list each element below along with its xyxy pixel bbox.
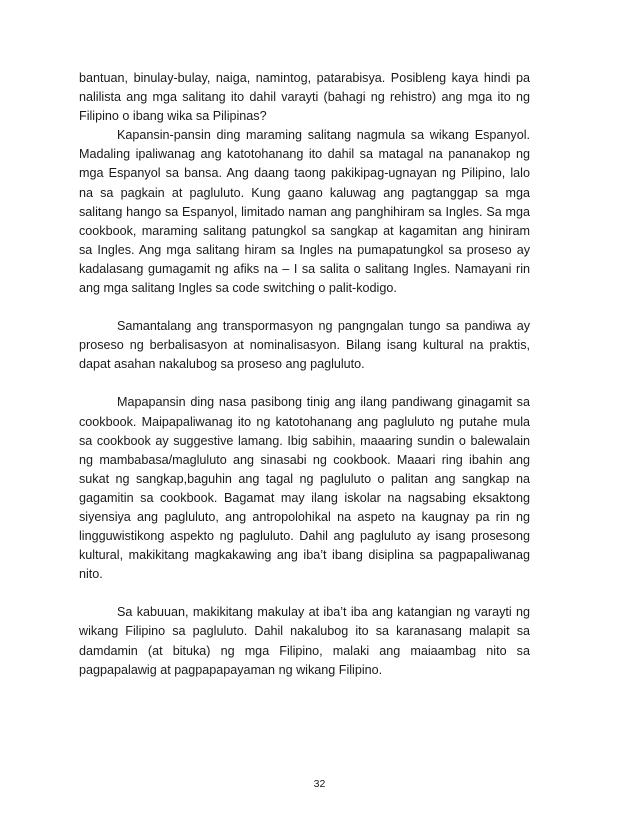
paragraph-passive-voice: Mapapansin ding nasa pasibong tinig ang ilang pandiwang ginagamit sa cookbook. Maipapaliwanag ito ng katotohanang ang pagluluto ng putahe mula sa cookbook ay suggestive lamang. Ibig sabihin, maaaring sundin o balewalain ng mambabasa/magluluto ang sinasabi ng cookbook. Maaari ring ibahin ang sukat ng sangkap,baguhin ang tagal ng pagluluto o palitan ang sangkap na gagamitin sa cookbook. Bagamat may ilang iskolar na nagsabing eksaktong siyensiya ang pagluluto, ang antropolohikal na aspeto na kaugnay pa rin ng lingguwistikong aspekto ng pagluluto. Dahil ang pagluluto ay isang prosesong kultural, makikitang magkakawing ang iba’t ibang disiplina sa pagpapaliwanag nito. (79, 395, 530, 582)
paragraph-continuation: bantuan, binulay-bulay, naiga, namintog, patarabisya. Posibleng kaya hindi pa nalilista ang mga salitang ito dahil varayti (bahagi ng rehistro) ang mga ito ng Filipino o ibang wika sa Pilipinas? (79, 71, 530, 124)
paragraph-transformation: Samantalang ang transpormasyon ng pangngalan tungo sa pandiwa ay proseso ng berbalisasyon at nominalisasyon. Bilang isang kultural na praktis, dapat asahan nakalubog sa proseso ang pagluluto. (79, 319, 530, 372)
body-text (79, 69, 530, 680)
page-number: 32 (313, 778, 326, 790)
paragraph-spanish-loanwords: Kapansin-pansin ding maraming salitang nagmula sa wikang Espanyol. Madaling ipaliwanag ang katotohanang ito dahil sa matagal na pananakop ng mga Espanyol sa bansa. Ang daang taong pakikipag-ugnayan ng Pilipino, lalo na sa pagkain at pagluluto. Kung gaano kaluwag ang pagtanggap sa mga salitang hango sa Espanyol, limitado naman ang panghihiram sa Ingles. Sa mga cookbook, maraming salitang patungkol sa sangkap at kagamitan ang hiniram sa Ingles. Ang mga salitang hiram sa Ingles na pumapatungkol sa proseso ay kadalasang gumagamit ng afiks na – I sa salita o salitang Ingles. Namayani rin ang mga salitang Ingles sa code switching o palit-kodigo. (79, 128, 530, 296)
paragraph-conclusion: Sa kabuuan, makikitang makulay at iba’t iba ang katangian ng varayti ng wikang Filipino sa pagluluto. Dahil nakalubog ito sa karanasang malapit sa damdamin (at bituka) ng mga Filipino, malaki ang maiaambag nito sa pagpapalawig at pagpapapayaman ng wikang Filipino. (79, 605, 530, 677)
